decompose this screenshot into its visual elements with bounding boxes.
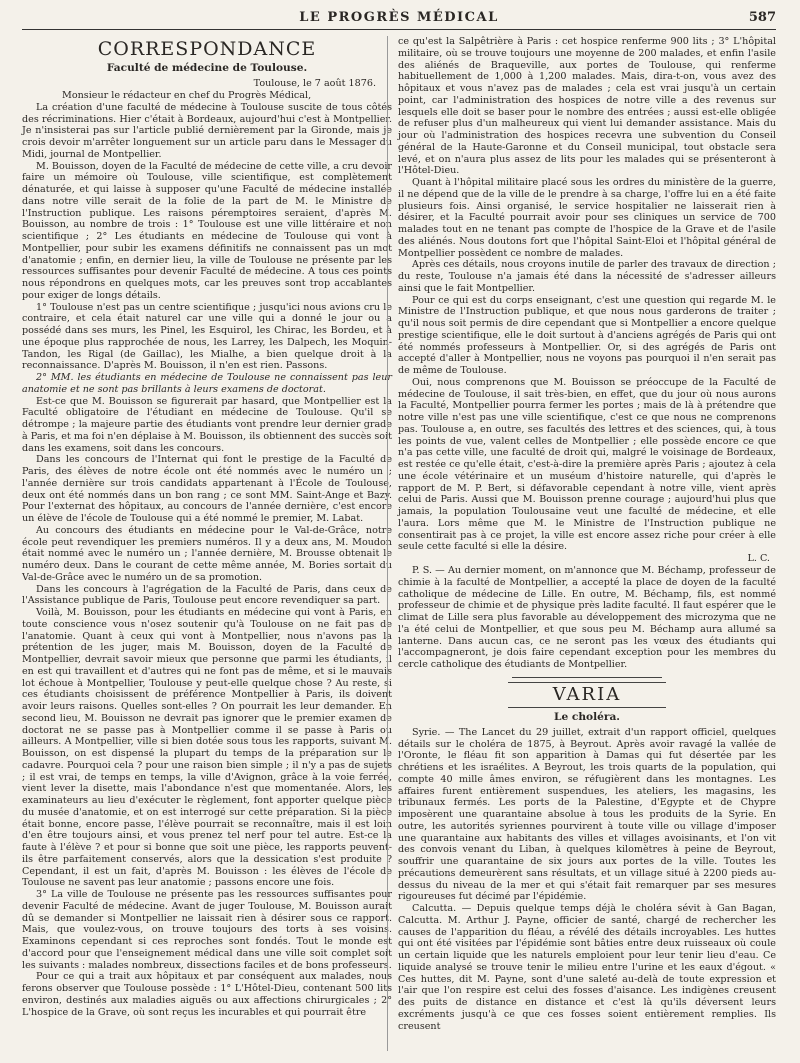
paragraph: La création d'une faculté de médecine à Toulouse suscite de tous côtés des récriminations. Hier c'était à Bordeaux, aujourd'hui c'est à Montpellier. Je n'insisterai pas sur l'article publié dernièrement par la Gironde, mais je crois devoir m'arrêter longuement sur un article paru dans le Messager du Midi, journal de Montpellier. xyxy=(22,101,392,160)
paragraph: Est-ce que M. Bouisson se figurerait par hasard, que Montpellier est la Faculté obligatoire de l'étudiant en médecine de Toulouse. Qu'il se détrompe ; la majeure partie des étudiants vont prendre leur dernier grade à Paris, et ma foi n'en déplaise à M. Bouisson, ils obtiennent des succès soit dans les examens, soit dans les concours. xyxy=(22,395,392,454)
paragraph: 1° Toulouse n'est pas un centre scientifique ; jusqu'ici nous avions cru le contraire, et cela était naturel car une ville qui a donné le jour ou a possédé dans ses murs, les Pinel, les Esquirol, les Chirac, les Bordeu, et à une époque plus rapprochée de nous, les Larrey, les Dalpech, les Moquin-Tandon, les Rigal (de Gaillac), les Mialhe, a bien quelque droit à la reconnaissance. D'après M. Bouisson, il n'en est rien. Passons. xyxy=(22,301,392,372)
correspondence-heading: CORRESPONDANCE xyxy=(97,38,317,60)
paragraph: ce qu'est la Salpêtrière à Paris : cet hospice renferme 900 lits ; 3° L'hôpital militaire, où se trouve toujours une moyenne de 200 malades, et enfin l'asile des aliénés de Braqueville, aux portes de Toulouse, qui renferme habituellement de 1,000 à 1,200 malades. Mais, dira-t-on, vous avez des hôpitaux et vous n'avez pas de malades ; cela est vrai jusqu'à un certain point, car l'administration des hospices de notre ville a des revenus sur lesquels elle doit se baser pour le nombre des entrées ; aussi est-elle obligée de refuser plus d'un malheureux qui vient lui demander assistance. Mais du jour où l'administration des hospices recevra une subvention du Conseil général de la Haute-Garonne et du Conseil municipal, tout obstacle sera levé, et on n'aura plus assez de lits pour les malades qui se présenteront à l'Hôtel-Dieu. xyxy=(398,36,776,177)
signature: L. C. xyxy=(747,553,770,564)
postscript: P. S. — Au dernier moment, on m'annonce que M. Béchamp, professeur de chimie à la faculté de Montpellier, a accepté la place de doyen de la faculté catholique de médecine de Lille. En outre, M. Béchamp, fils, est nommé professeur de chimie et de physique près ladite faculté. Il faut espérer que le climat de Lille sera plus favorable au développement des microzyma que ne l'a été celui de Montpellier, et que sous peu M. Béchamp aura allumé sa lanterne. Dans aucun cas, ce ne seront pas les vœux des étudiants qui l'accompagneront, je dois faire cependant exception pour les membres du cercle catholique des étudiants de Montpellier. xyxy=(398,565,776,670)
left-column xyxy=(22,36,392,1018)
varia-heading: VARIA xyxy=(552,683,622,705)
paragraph: Pour ce qui a trait aux hôpitaux et par conséquent aux malades, nous ferons observer que Toulouse possède : 1° L'Hôtel-Dieu, contenant 500 lits environ, destinés aux maladies aiguës ou aux affections chirurgicales ; 2° L'hospice de la Grave, où sont reçus les incurables et qui pourrait être xyxy=(22,971,392,1018)
paragraph: Calcutta. — Depuis quelque temps déjà le choléra sévit à Gan Bagan, Calcutta. M. Arthur J. Payne, officier de santé, chargé de rechercher les causes de l'apparition du fléau, a révélé des détails incroyables. Les huttes qui ont été visitées par l'épidémie sont bâties entre deux ruisseaux où coule un certain liquide que les naturels emploient pour leur tenir lieu d'eau. Ce liquide analysé se trouve tenir le milieu entre l'urine et les eaux d'égout. « Ces huttes, dit M. Payne, sont d'une saleté au-delà de toute expression et l'air que l'on respire est celui des fosses d'aisance. Les indigènes creusent des puits de distance en distance et c'est là qu'ils déversent leurs excréments jusqu'à ce que ces fosses soient entièrement remplies. Ils creusent xyxy=(398,903,776,1032)
paragraph: 2° MM. les étudiants en médecine de Toulouse ne connaissent pas leur anatomie et ne sont pas brillants à leurs examens de doctorat. xyxy=(22,372,392,395)
varia-subheading: Le choléra. xyxy=(554,710,620,723)
correspondence-subheading: Faculté de médecine de Toulouse. xyxy=(106,62,308,74)
running-head xyxy=(22,10,776,30)
paragraph: Oui, nous comprenons que M. Bouisson se préoccupe de la Faculté de médecine de Toulouse, il sait très-bien, en effet, que du jour où nous aurons la Faculté, Montpellier pourra fermer les portes ; mais de là à prétendre que notre ville n'est pas une ville scientifique, c'est ce que nous ne comprenons pas. Toulouse a, en outre, ses facultés des lettres et des sciences, qui, à tous les points de vue, valent celles de Montpellier ; elle possède encore ce que n'a pas cette ville, une faculté de droit qui, malgré le voisinage de Bordeaux, est restée ce qu'elle était, c'est-à-dire la première après Paris ; ajoutez à cela une école vétérinaire et un muséum d'histoire naturelle, qui d'après le rapport de M. P. Bert, si défavorable cependant à notre ville, vient après celui de Paris. Aussi que M. Bouisson prenne courage ; aujourd'hui plus que jamais, la population Toulousaine veut une faculté de médecine, et elle l'aura. Lors même que M. le Ministre de l'Instruction publique ne consentirait pas à ce projet, la ville est encore assez riche pour créer à elle seule cette faculté si elle la désire. xyxy=(398,376,776,553)
paragraph: Voilà, M. Bouisson, pour les étudiants en médecine qui vont à Paris, en toute conscience vous n'osez soutenir qu'à Toulouse on ne fait pas de l'anatomie. Quant à ceux qui vont à Montpellier, nous n'avons pas la prétention de les juger, mais M. Bouisson, doyen de la Faculté de Montpellier, devrait savoir mieux que personne que parmi les étudiants, il en est qui travaillent et d'autres qui ne font pas de même, et si le mauvais lot échoue à Montpellier, Toulouse y peut-elle quelque chose ? Au reste, si ces étudiants choisissent de préférence Montpellier à Paris, ils doivent avoir leurs raisons. Quelles sont-elles ? On pourrait les leur demander. En second lieu, M. Bouisson ne devrait pas ignorer que le premier examen de doctorat ne se passe pas à Montpellier comme il se passe à Paris ou ailleurs. A Montpellier, ville si bien dotée sous tous les rapports, suivant M. Bouisson, on est dispensé la plupart du temps de la préparation sur le cadavre. Pourquoi cela ? pour une raison bien simple ; il n'y a pas de sujets ; il est vrai, de temps en temps, la ville d'Avignon, grâce à la voie ferrée, vient lever la disette, mais l'abondance n'est que momentanée. Alors, les examinateurs au lieu d'exécuter le règlement, font apporter quelque pièce du musée d'anatomie, et on est interrogé sur cette préparation. Si la pièce était bonne, encore passe, l'élève pourrait se reconnaître, mais il est loin d'en être toujours ainsi, et vous prenez tel nerf pour tel autre. Est-ce la faute à l'élève ? et pour si bonne que soit une pièce, les rapports peuvent-ils être parfaitement conservés, alors que la dessication s'est produite ? Cependant, il est un fait, d'après M. Bouisson : les élèves de l'école de Toulouse ne savent pas leur anatomie ; passons encore une fois. xyxy=(22,607,392,889)
section-divider xyxy=(512,677,662,678)
paragraph: Dans les concours à l'agrégation de la Faculté de Paris, dans ceux de l'Assistance publique de Paris, Toulouse peut encore revendiquer sa part. xyxy=(22,583,392,607)
varia-rule-bottom xyxy=(508,707,666,708)
paragraph: Après ces détails, nous croyons inutile de parler des travaux de direction ; du reste, Toulouse n'a jamais été dans la nécessité de s'adresser ailleurs ainsi que le fait Montpellier. xyxy=(398,259,776,294)
page-number: 587 xyxy=(748,10,776,25)
paragraph: Pour ce qui est du corps enseignant, c'est une question qui regarde M. le Ministre de l'Instruction publique, et que nous nous garderons de traiter ; qu'il nous soit permis de dire cependant que si Montpellier a encore quelque prestige scientifique, elle le doit surtout à d'anciens agrégés de Paris qui ont été nommés professeurs à Montpellier. Or, si des agrégés de Paris ont accepté d'aller à Montpellier, nous ne voyons pas pourquoi il n'en serait pas de même de Toulouse. xyxy=(398,294,776,376)
paragraph: Au concours des étudiants en médecine pour le Val-de-Grâce, notre école peut revendiquer les premiers numéros. Il y a deux ans, M. Moudon était nommé avec le numéro un ; l'année dernière, M. Brousse obtenait le numéro deux. Dans le courant de cette même année, M. Bories sortait du Val-de-Grâce avec le numéro un de sa promotion. xyxy=(22,524,392,583)
journal-title: LE PROGRÈS MÉDICAL xyxy=(299,10,499,25)
right-column xyxy=(398,36,776,1032)
paragraph: 3° La ville de Toulouse ne présente pas les ressources suffisantes pour devenir Faculté de médecine. Avant de juger Toulouse, M. Bouisson aurait dû se demander si Montpellier ne laissait rien à désirer sous ce rapport. Mais, que voulez-vous, on trouve toujours des torts à ses voisins. Examinons cependant si ces reproches sont fondés. Tout le monde est d'accord pour que l'enseignement médical dans une ville soit complet soit les suivants : malades nombreux, dissections faciles et de bons professeurs. xyxy=(22,889,392,971)
salutation: Monsieur le rédacteur en chef du Progrès Médical, xyxy=(62,90,312,101)
column-divider xyxy=(387,36,388,1051)
paragraph: Syrie. — The Lancet du 29 juillet, extrait d'un rapport officiel, quelques détails sur le choléra de 1875, à Beyrout. Après avoir ravagé la vallée de l'Oronte, le fléau fit son apparition à Damas qui fut désertée par les chrétiens et les israélites. A Beyrout, les trois quarts de la population, qui compte 40 mille âmes environ, se réfugièrent dans les montagnes. Les affaires furent entièrement suspendues, les ateliers, les magasins, les tribunaux fermés. Les ports de la Palestine, d'Egypte et de Chypre imposèrent une quarantaine absolue à tous les produits de la Syrie. En outre, les autorités syriennes pourvirent à toute ville ou village d'imposer une quarantaine aux habitants des villes et villages avoisinants, et l'on vit des convois venant du Liban, à quelques kilomètres à peine de Beyrout, souffrir une quarantaine de six jours aux portes de la ville. Toutes les précautions demeurèrent sans résultats, et un village situé à 2200 pieds au-dessus du niveau de la mer et qui s'était fait remarquer par ses mesures rigoureuses fut décimé par l'épidémie. xyxy=(398,726,776,903)
paragraph: Quant à l'hôpital militaire placé sous les ordres du ministère de la guerre, il ne dépend que de la ville de le prendre à sa charge, l'offre lui en a été faite plusieurs fois. Ainsi organisé, le service hospitalier ne laisserait rien à désirer, et la Faculté pourrait avoir pour ses cliniques un service de 700 malades tout en ne tenant pas compte de l'hospice de la Grave et de l'asile des aliénés. Nous doutons fort que l'hôpital Saint-Eloi et l'hôpital général de Montpellier possèdent ce nombre de malades. xyxy=(398,177,776,259)
varia-header xyxy=(398,682,776,708)
paragraph: Dans les concours de l'Internat qui font le prestige de la Faculté de Paris, des élèves de notre école ont été nommés avec le numéro un ; l'année dernière sur trois candidats appartenant à l'École de Toulouse, deux ont été nommés dans un bon rang ; ce sont MM. Saint-Ange et Bazy. Pour l'externat des hôpitaux, au concours de l'année dernière, c'est encore un élève de l'école de Toulouse qui a été nommé le premier, M. Labat. xyxy=(22,454,392,524)
dateline: Toulouse, le 7 août 1876. xyxy=(253,78,376,89)
header-rule xyxy=(22,29,776,30)
paragraph: M. Bouisson, doyen de la Faculté de médecine de cette ville, a cru devoir faire un mémoire où Toulouse, ville scientifique, est complètement dénaturée, et qui laisse à supposer qu'une Faculté de médecine installée dans notre ville serait de la folie de la part de M. le Ministre de l'Instruction publique. Les raisons péremptoires seraient, d'après M. Bouisson, au nombre de trois : 1° Toulouse est une ville littéraire et non scientifique ; 2° Les étudiants en médecine de Toulouse qui vont à Montpellier, pour subir les examens définitifs ne connaissent pas un mot d'anatomie ; enfin, en dernier lieu, la ville de Toulouse ne présente par les ressources suffisantes pour devenir Faculté de médecine. A tous ces points nous répondrons en quelques mots, car les preuves sont trop accablantes pour exiger de longs détails. xyxy=(22,160,392,301)
